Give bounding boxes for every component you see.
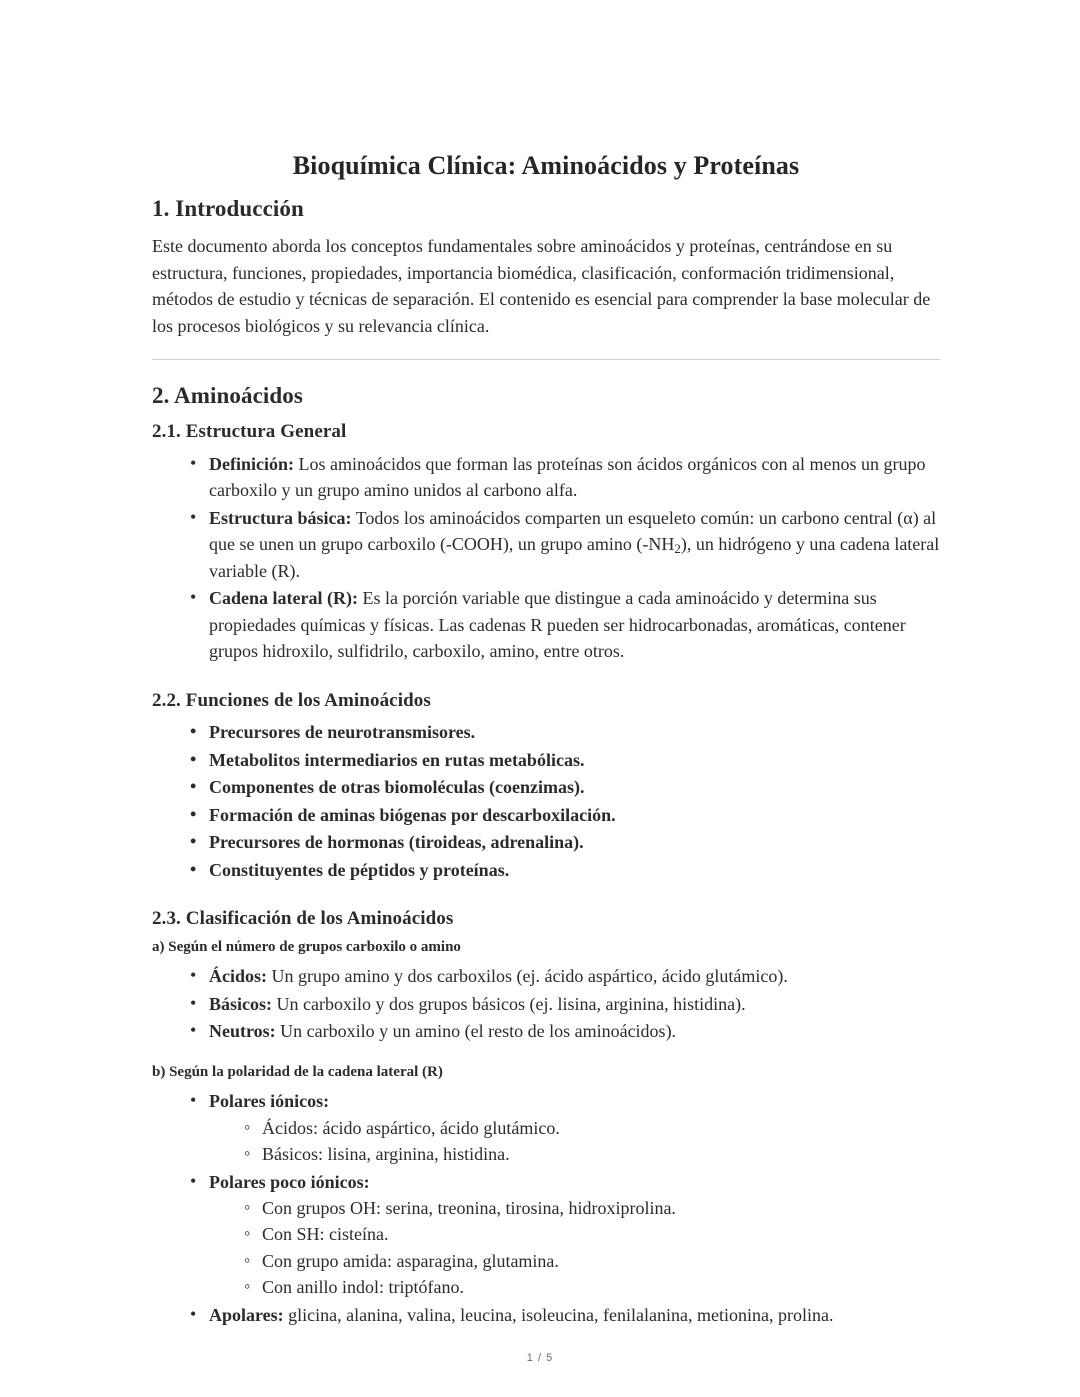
list-item-lead: Neutros: [209,1021,276,1042]
heading-funciones: 2.2. Funciones de los Aminoácidos [152,689,431,711]
subsection-funciones [152,689,940,883]
list-item: • Precursores de neurotransmisores. [152,719,940,745]
list-item [152,585,940,664]
list-estructura-general [152,451,940,665]
list-item-text: Los aminoácidos que forman las proteínas son ácidos orgánicos con al menos un grupo carboxilo y un grupo amino unidos al carbono alfa. [209,453,926,501]
heading-estructura-general: 2.1. Estructura General [152,421,347,443]
sublist-item: ◦ Básicos: lisina, arginina, histidina. [209,1141,940,1167]
list-item-lead: Apolares: [209,1304,284,1325]
list-item-lead: Ácidos: [209,966,267,987]
heading-introduccion: 1. Introducción [152,196,304,222]
list-item-lead: Polares poco iónicos: [209,1171,370,1192]
chemical-subscript: 2 [674,541,681,557]
list-item [152,451,940,504]
list-item: • Constituyentes de péptidos y proteínas. [152,857,940,883]
sublist-polares-ionicos [209,1115,940,1168]
section-aminoacidos [152,382,940,1328]
list-item [152,1169,940,1301]
page-footer: 1 / 5 [526,1352,554,1364]
list-item-text: Todos los aminoácidos comparten un esqueleto común: un carbono central (α) al que se unen un grupo carboxilo (-COOH), un grupo amino (-NH [209,507,937,555]
sublist-item: ◦ Con anillo indol: triptófano. [209,1274,940,1300]
list-item-lead: Polares iónicos: [209,1091,330,1112]
list-item [152,1018,940,1044]
sublist-item: ◦ Con grupo amida: asparagina, glutamina. [209,1248,940,1274]
section-divider [152,359,940,360]
list-item-lead: Estructura básica: [209,507,352,528]
list-grupo-a [152,963,940,1044]
list-grupo-b [152,1088,940,1328]
list-item-text: Es la porción variable que distingue a cada aminoácido y determina sus propiedades químicas y físicas. Las cadenas R pueden ser hidrocarbonadas, aromáticas, contener grupos hidroxilo, sulfidrilo, carboxilo, amino, entre otros. [209,588,906,662]
list-item [152,991,940,1017]
subsection-estructura-general [152,420,940,664]
group-b [152,1063,940,1329]
heading-aminoacidos: 2. Aminoácidos [152,383,303,409]
list-item-text-tail: ), un hidrógeno y una cadena lateral variable (R). [209,534,940,581]
list-item-text: Un carboxilo y dos grupos básicos (ej. lisina, arginina, histidina). [272,993,746,1014]
list-item: • Componentes de otras biomoléculas (coenzimas). [152,774,940,800]
list-item [152,1302,940,1328]
list-item: • Precursores de hormonas (tiroideas, adrenalina). [152,829,940,855]
paragraph-introduccion: Este documento aborda los conceptos fundamentales sobre aminoácidos y proteínas, centrándose en su estructura, funciones, propiedades, importancia biomédica, clasificación, conformación tridimensional, métodos de estudio y técnicas de separación. El contenido es esencial para comprender la base molecular de los procesos biológicos y su relevancia clínica. [152,235,931,336]
sublist-polares-poco-ionicos [209,1195,940,1301]
sublist-item: ◦ Ácidos: ácido aspártico, ácido glutámico. [209,1115,940,1141]
list-item-lead: Definición: [209,453,294,474]
heading-clasificacion: 2.3. Clasificación de los Aminoácidos [152,908,454,930]
sublist-item: ◦ Con SH: cisteína. [209,1221,940,1247]
sublist-item: ◦ Con grupos OH: serina, treonina, tirosina, hidroxiprolina. [209,1195,940,1221]
section-introduccion [152,195,940,339]
list-item-text: Un grupo amino y dos carboxilos (ej. ácido aspártico, ácido glutámico). [267,966,788,987]
list-item [152,1088,940,1167]
list-item-lead: Básicos: [209,993,272,1014]
list-item-text: glicina, alanina, valina, leucina, isoleucina, fenilalanina, metionina, prolina. [283,1304,834,1325]
label-grupo-b: b) Según la polaridad de la cadena lateral (R) [152,1063,443,1080]
list-item-lead: Cadena lateral (R): [209,588,358,609]
list-funciones [152,719,940,883]
list-item [152,963,940,989]
list-item: • Metabolitos intermediarios en rutas metabólicas. [152,747,940,773]
page-title: Bioquímica Clínica: Aminoácidos y Proteínas [292,151,800,180]
list-item: • Formación de aminas biógenas por descarboxilación. [152,802,940,828]
list-item-text: Un carboxilo y un amino (el resto de los aminoácidos). [275,1021,677,1042]
subsection-clasificacion [152,907,940,1328]
list-item [152,505,940,584]
label-grupo-a: a) Según el número de grupos carboxilo o amino [152,938,461,955]
group-a [152,938,940,1045]
